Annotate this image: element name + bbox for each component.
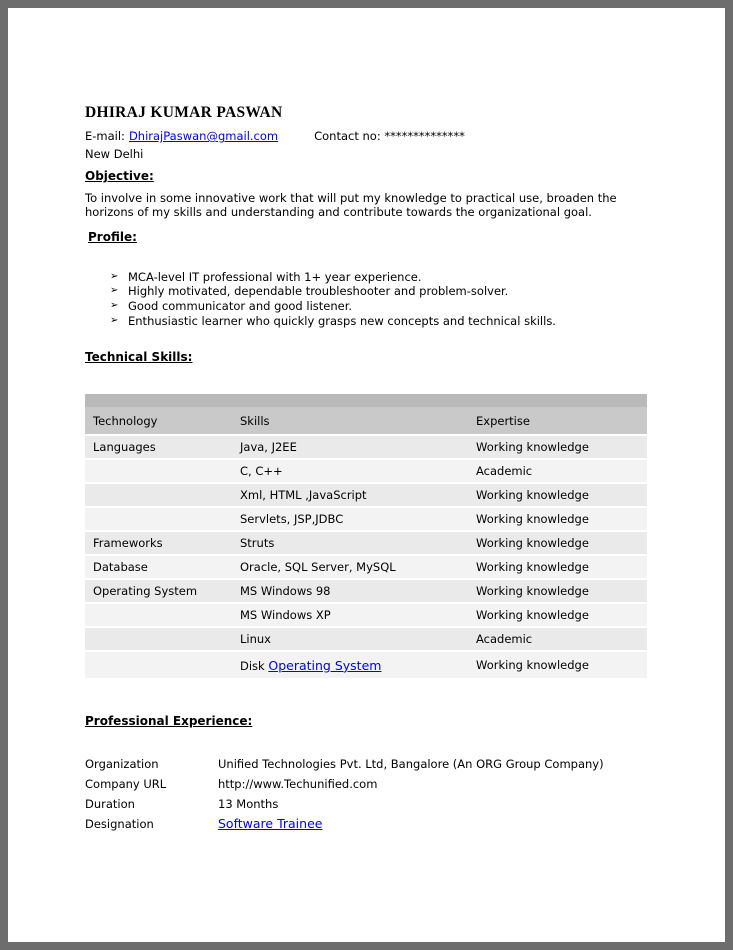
field-label: Company URL [85,777,167,792]
cell-skills-prefix: Disk [240,658,269,673]
email-link[interactable]: DhirajPaswan@gmail.com [128,129,279,143]
table-row [85,436,647,458]
cell-expertise: Working knowledge [476,440,589,455]
cell-technology: Frameworks [93,536,163,551]
cell-skills: Xml, HTML ,JavaScript [240,488,367,503]
table-header-skills: Skills [240,413,270,428]
bullet-arrow-icon: ➢ [110,299,119,311]
cell-expertise: Academic [476,464,533,479]
experience-field [85,774,650,794]
field-value: Unified Technologies Pvt. Ltd, Bangalore (An ORG Group Company) [218,757,604,772]
table-row [85,652,647,678]
bullet-arrow-icon: ➢ [110,314,119,326]
cell-expertise: Working knowledge [476,536,589,551]
cell-expertise: Working knowledge [476,608,589,623]
field-value: 13 Months [218,797,279,812]
table-header-technology: Technology [93,413,158,428]
cell-skills: Java, J2EE [240,440,297,455]
profile-heading: Profile: [88,229,137,244]
profile-bullet-list [85,270,650,329]
cell-technology: Database [93,560,148,575]
experience-field [85,814,650,834]
cell-skills: MS Windows 98 [240,584,331,599]
bullet-text: Enthusiastic learner who quickly grasps new concepts and technical skills. [128,313,556,328]
table-body [85,436,647,678]
bullet-item [85,299,650,314]
cell-expertise: Working knowledge [476,584,589,599]
bullet-arrow-icon: ➢ [110,270,119,282]
field-label: Organization [85,757,159,772]
table-top-bar [85,394,647,407]
contact-value: ************** [384,129,465,143]
resume-name: DHIRAJ KUMAR PASWAN [85,104,283,121]
bullet-text: Good communicator and good listener. [128,298,353,313]
experience-fields [85,754,650,834]
contact-number [314,129,465,143]
skills-heading: Technical Skills: [85,350,193,365]
skills-table [85,394,647,678]
bullet-text: MCA-level IT professional with 1+ year experience. [128,269,422,284]
cell-skills: MS Windows XP [240,608,331,623]
contact-line [85,129,656,143]
cell-skills: Oracle, SQL Server, MySQL [240,560,396,575]
bullet-item [85,270,650,285]
bullet-item [85,314,650,329]
email-label: E-mail: [85,129,125,143]
cell-expertise: Working knowledge [476,512,589,527]
experience-field [85,794,650,814]
cell-skills: Servlets, JSP,JDBC [240,512,344,527]
location-text: New Delhi [85,147,144,161]
table-row [85,604,647,626]
designation-link[interactable]: Software Trainee [218,816,323,832]
operating-system-link[interactable]: Operating System [268,657,382,673]
cell-expertise: Working knowledge [476,658,589,673]
cell-expertise: Academic [476,632,533,647]
cell-technology: Operating System [93,584,198,599]
bullet-arrow-icon: ➢ [110,285,119,297]
experience-heading: Professional Experience: [85,714,253,729]
table-row [85,508,647,530]
cell-skills: Struts [240,536,275,551]
table-header-expertise: Expertise [476,413,530,428]
table-row [85,460,647,482]
bullet-item [85,284,650,299]
objective-heading: Objective: [85,169,154,183]
experience-field [85,754,650,774]
field-label: Duration [85,797,135,812]
table-header-row [85,407,647,434]
cell-expertise: Working knowledge [476,488,589,503]
cell-skills [233,658,470,673]
table-row [85,628,647,650]
bullet-text: Highly motivated, dependable troubleshooter and problem-solver. [128,284,509,299]
objective-text: To involve in some innovative work that will put my knowledge to practical use, broaden the horizons of my skills and understanding and contribute towards the organizational goal. [85,191,617,220]
cell-skills: Linux [240,632,271,647]
cell-technology: Languages [93,440,156,455]
field-value: http://www.Techunified.com [218,777,378,792]
table-row [85,484,647,506]
field-label: Designation [85,817,154,832]
resume-document [8,8,656,834]
contact-label: Contact no: [314,129,381,143]
cell-skills: C, C++ [240,464,283,479]
table-row [85,580,647,602]
table-row [85,532,647,554]
table-row [85,556,647,578]
cell-expertise: Working knowledge [476,560,589,575]
